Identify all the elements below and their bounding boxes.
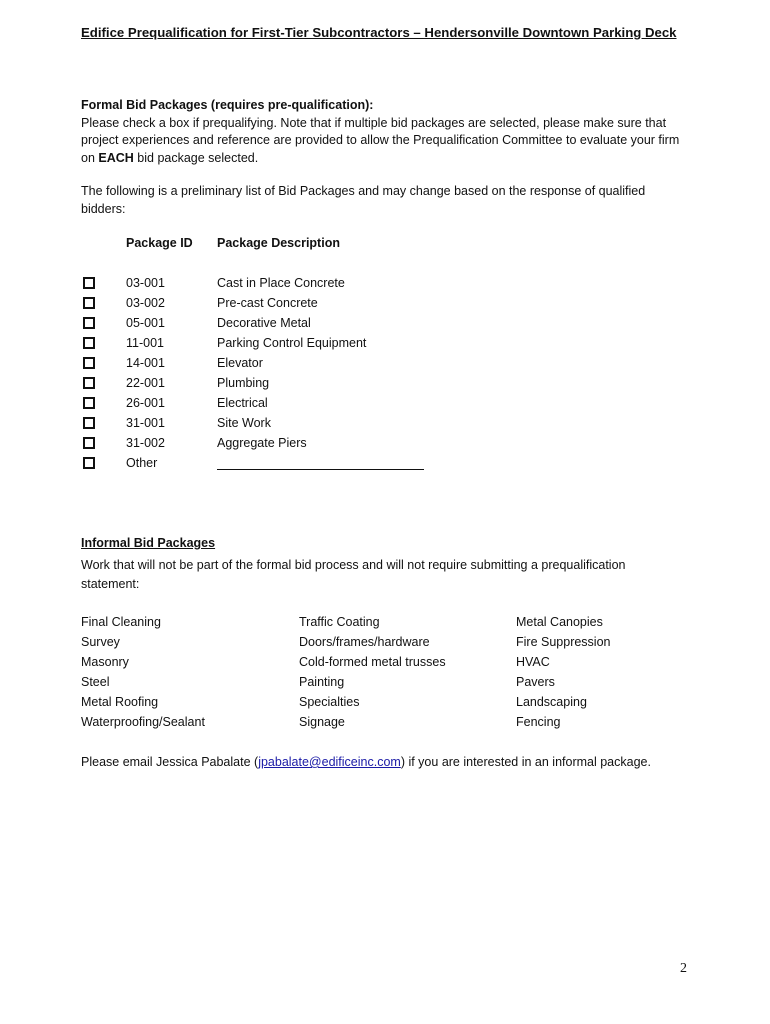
package-description: Elevator: [217, 356, 263, 370]
informal-description: Work that will not be part of the formal bid process and will not require submitting a prequalification statement:: [81, 558, 626, 591]
package-id: 03-001: [126, 276, 165, 290]
package-description: Site Work: [217, 416, 271, 430]
package-description: Plumbing: [217, 376, 270, 390]
email-link[interactable]: jpabalate@edificeinc.com: [258, 755, 401, 769]
informal-item: Traffic Coating: [299, 615, 380, 629]
informal-heading: Informal Bid Packages: [81, 536, 216, 550]
package-id: 05-001: [126, 316, 165, 330]
package-description: Aggregate Piers: [217, 436, 307, 450]
package-row: [81, 416, 681, 436]
package-description: Cast in Place Concrete: [217, 276, 345, 290]
page-title: Edifice Prequalification for First-Tier Subcontractors – Hendersonville Downtown Parking Deck: [81, 25, 677, 40]
email-text-before: Please email Jessica Pabalate (: [81, 755, 259, 769]
preliminary-note: The following is a preliminary list of Bid Packages and may change based on the response of qualified bidders:: [81, 184, 646, 216]
formal-heading: Formal Bid Packages (requires pre-qualification):: [81, 98, 374, 112]
package-id: Other: [126, 456, 158, 470]
package-row: [81, 296, 681, 316]
informal-item: Waterproofing/Sealant: [81, 715, 205, 729]
package-checkbox[interactable]: [83, 377, 95, 389]
other-description-blank[interactable]: [217, 469, 424, 470]
column-header-package-id: Package ID: [126, 236, 193, 250]
package-row: [81, 376, 681, 396]
informal-item: Landscaping: [516, 695, 587, 709]
package-id: 11-001: [126, 336, 164, 350]
informal-item: Steel: [81, 675, 110, 689]
informal-item: Metal Roofing: [81, 695, 159, 709]
package-id: 31-001: [126, 416, 165, 430]
informal-item: Signage: [299, 715, 345, 729]
package-row: [81, 356, 681, 376]
package-checkbox[interactable]: [83, 277, 95, 289]
package-description: Pre-cast Concrete: [217, 296, 318, 310]
package-row-other: [81, 456, 681, 476]
package-id: 26-001: [126, 396, 165, 410]
package-checkbox[interactable]: [83, 357, 95, 369]
instruction-text-a: Please check a box if prequalifying. Note that if multiple bid packages are selected, please make sure that project experiences and reference are provided to allow the Prequalification Committee to evaluate your firm on: [81, 115, 680, 165]
package-checkbox[interactable]: [83, 297, 95, 309]
package-row: [81, 396, 681, 416]
formal-instruction: [81, 115, 681, 168]
informal-item: Pavers: [516, 675, 555, 689]
package-row: [81, 276, 681, 296]
informal-item: Doors/frames/hardware: [299, 635, 430, 649]
package-id: 22-001: [126, 376, 165, 390]
package-description: Parking Control Equipment: [217, 336, 367, 350]
instruction-text-b: bid package selected.: [133, 150, 259, 165]
package-checkbox[interactable]: [83, 397, 95, 409]
package-checkbox[interactable]: [83, 437, 95, 449]
instruction-emphasis: EACH: [98, 150, 134, 165]
column-header-package-description: Package Description: [217, 236, 340, 250]
informal-item: Metal Canopies: [516, 615, 603, 629]
package-id: 31-002: [126, 436, 165, 450]
package-checkbox[interactable]: [83, 417, 95, 429]
informal-item: Fire Suppression: [516, 635, 611, 649]
page-number: 2: [680, 961, 687, 976]
package-checkbox-other[interactable]: [83, 457, 95, 469]
informal-column-1: [81, 615, 291, 735]
package-row: [81, 436, 681, 456]
informal-item: Fencing: [516, 715, 561, 729]
package-id: 03-002: [126, 296, 165, 310]
package-row: [81, 336, 681, 356]
formal-intro: [81, 97, 681, 167]
informal-column-2: [299, 615, 509, 735]
informal-item: Specialties: [299, 695, 360, 709]
package-description: Decorative Metal: [217, 316, 311, 330]
package-description: Electrical: [217, 396, 268, 410]
email-text-after: ) if you are interested in an informal package.: [400, 755, 651, 769]
informal-item: Final Cleaning: [81, 615, 161, 629]
informal-column-3: [516, 615, 726, 735]
informal-item: Masonry: [81, 655, 129, 669]
informal-item: HVAC: [516, 655, 550, 669]
informal-item: Cold-formed metal trusses: [299, 655, 446, 669]
package-checkbox[interactable]: [83, 337, 95, 349]
email-instruction: [81, 755, 721, 769]
package-list: [81, 276, 681, 476]
informal-item: Survey: [81, 635, 120, 649]
package-checkbox[interactable]: [83, 317, 95, 329]
package-id: 14-001: [126, 356, 165, 370]
informal-item: Painting: [299, 675, 345, 689]
package-row: [81, 316, 681, 336]
